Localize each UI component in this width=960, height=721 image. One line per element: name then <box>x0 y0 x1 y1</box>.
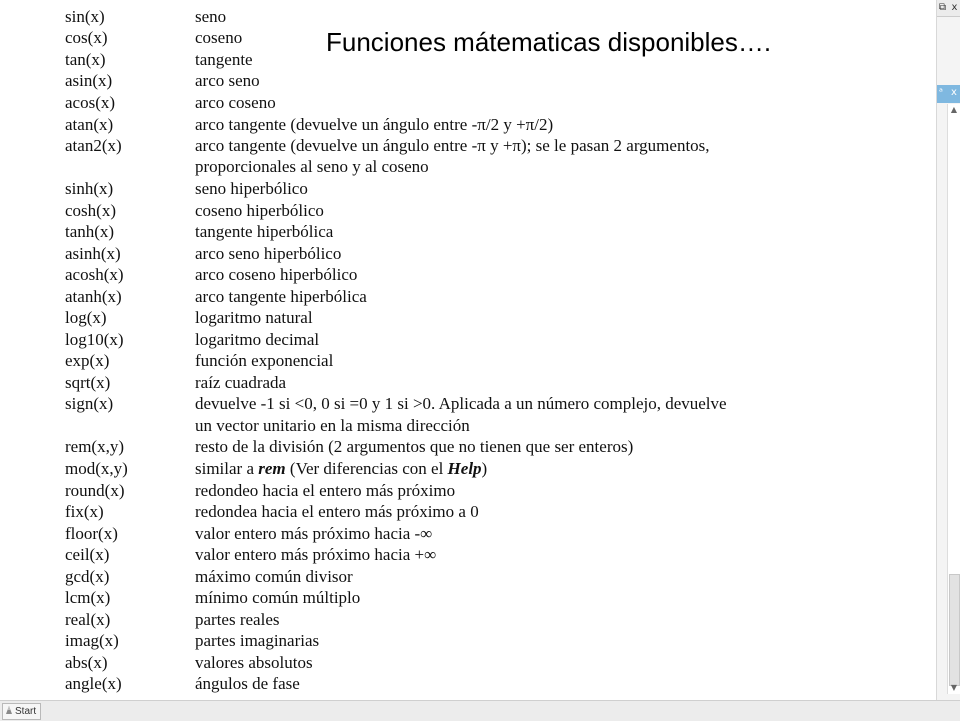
function-description: arco seno hiperbólico <box>195 244 342 263</box>
function-description: raíz cuadrada <box>195 373 287 392</box>
description-text: (Ver diferencias con el <box>285 459 448 478</box>
function-description <box>195 458 487 479</box>
function-description: tangente hiperbólica <box>195 222 334 241</box>
function-name: rem(x,y) <box>65 437 125 456</box>
function-description: máximo común divisor <box>195 567 353 586</box>
function-name: floor(x) <box>65 524 118 543</box>
description-emphasis-rem: rem <box>258 459 286 478</box>
function-description: coseno hiperbólico <box>195 201 324 220</box>
function-name: tan(x) <box>65 50 106 69</box>
function-name: asin(x) <box>65 71 113 90</box>
taskbar <box>0 700 960 721</box>
function-description: valor entero más próximo hacia +∞ <box>195 545 437 564</box>
function-name: sin(x) <box>65 7 105 26</box>
page-title: Funciones mátematicas disponibles…. <box>326 27 772 57</box>
function-name: cosh(x) <box>65 201 116 220</box>
function-name: exp(x) <box>65 351 110 370</box>
function-name: angle(x) <box>65 674 122 693</box>
function-name: imag(x) <box>65 631 119 650</box>
function-description: arco seno <box>195 71 260 90</box>
function-name: acosh(x) <box>65 265 124 284</box>
side-panel-header <box>937 85 960 103</box>
function-description: arco tangente (devuelve un ángulo entre -π y +π); se le pasan 2 argumentos, <box>195 136 710 155</box>
scroll-up-arrow-icon[interactable]: ▲ <box>950 105 958 114</box>
start-button[interactable] <box>2 703 41 720</box>
function-description: tangente <box>195 50 253 69</box>
function-name: tanh(x) <box>65 222 115 241</box>
close-button[interactable]: x <box>951 2 958 13</box>
function-name: round(x) <box>65 481 125 500</box>
function-name: atanh(x) <box>65 287 122 306</box>
function-name: ceil(x) <box>65 545 110 564</box>
scrollbar-thumb[interactable] <box>949 574 960 686</box>
function-name: sign(x) <box>65 394 114 413</box>
function-description: seno hiperbólico <box>195 179 308 198</box>
restore-button[interactable]: ⧉ <box>938 2 947 13</box>
function-name: acos(x) <box>65 93 116 112</box>
function-description: coseno <box>195 28 243 47</box>
description-text: ) <box>481 459 488 478</box>
function-name: log10(x) <box>65 330 124 349</box>
function-description: valores absolutos <box>195 653 313 672</box>
function-description-continued: un vector unitario en la misma dirección <box>195 416 470 435</box>
function-description: seno <box>195 7 227 26</box>
function-description: logaritmo natural <box>195 308 313 327</box>
function-description: arco coseno <box>195 93 276 112</box>
function-name: atan(x) <box>65 115 114 134</box>
function-name: log(x) <box>65 308 107 327</box>
function-description: redondea hacia el entero más próximo a 0 <box>195 502 479 521</box>
description-emphasis-help: Help <box>447 459 482 478</box>
function-description: partes imaginarias <box>195 631 320 650</box>
function-description: valor entero más próximo hacia -∞ <box>195 524 433 543</box>
function-description: ángulos de fase <box>195 674 300 693</box>
function-name: atan2(x) <box>65 136 122 155</box>
function-description: mínimo común múltiplo <box>195 588 361 607</box>
function-name: mod(x,y) <box>65 459 128 478</box>
side-window-strip <box>936 0 960 700</box>
scroll-down-arrow-icon[interactable]: ▼ <box>950 683 958 692</box>
function-description: logaritmo decimal <box>195 330 320 349</box>
function-description: función exponencial <box>195 351 334 370</box>
function-description: arco coseno hiperbólico <box>195 265 358 284</box>
function-name: asinh(x) <box>65 244 121 263</box>
function-description-continued: proporcionales al seno y al coseno <box>195 157 429 176</box>
function-description: arco tangente (devuelve un ángulo entre -π/2 y +π/2) <box>195 115 554 134</box>
function-description: arco tangente hiperbólica <box>195 287 367 306</box>
start-label: Start <box>15 706 37 717</box>
vertical-scrollbar[interactable] <box>947 104 960 694</box>
function-name: real(x) <box>65 610 111 629</box>
function-name: lcm(x) <box>65 588 111 607</box>
function-name: gcd(x) <box>65 567 110 586</box>
function-name: sinh(x) <box>65 179 114 198</box>
function-name: abs(x) <box>65 653 108 672</box>
start-logo-icon <box>5 705 13 715</box>
function-name: sqrt(x) <box>65 373 111 392</box>
window-controls <box>937 0 960 17</box>
function-description: redondeo hacia el entero más próximo <box>195 481 456 500</box>
description-text: similar a <box>195 459 259 478</box>
panel-pin-button[interactable]: ᵃ <box>939 87 943 98</box>
panel-close-button[interactable]: x <box>951 87 957 98</box>
function-description: resto de la división (2 argumentos que no tienen que ser enteros) <box>195 437 634 456</box>
function-name: fix(x) <box>65 502 104 521</box>
function-name: cos(x) <box>65 28 108 47</box>
function-description: devuelve -1 si <0, 0 si =0 y 1 si >0. Aplicada a un número complejo, devuelve <box>195 394 727 413</box>
function-description: partes reales <box>195 610 280 629</box>
